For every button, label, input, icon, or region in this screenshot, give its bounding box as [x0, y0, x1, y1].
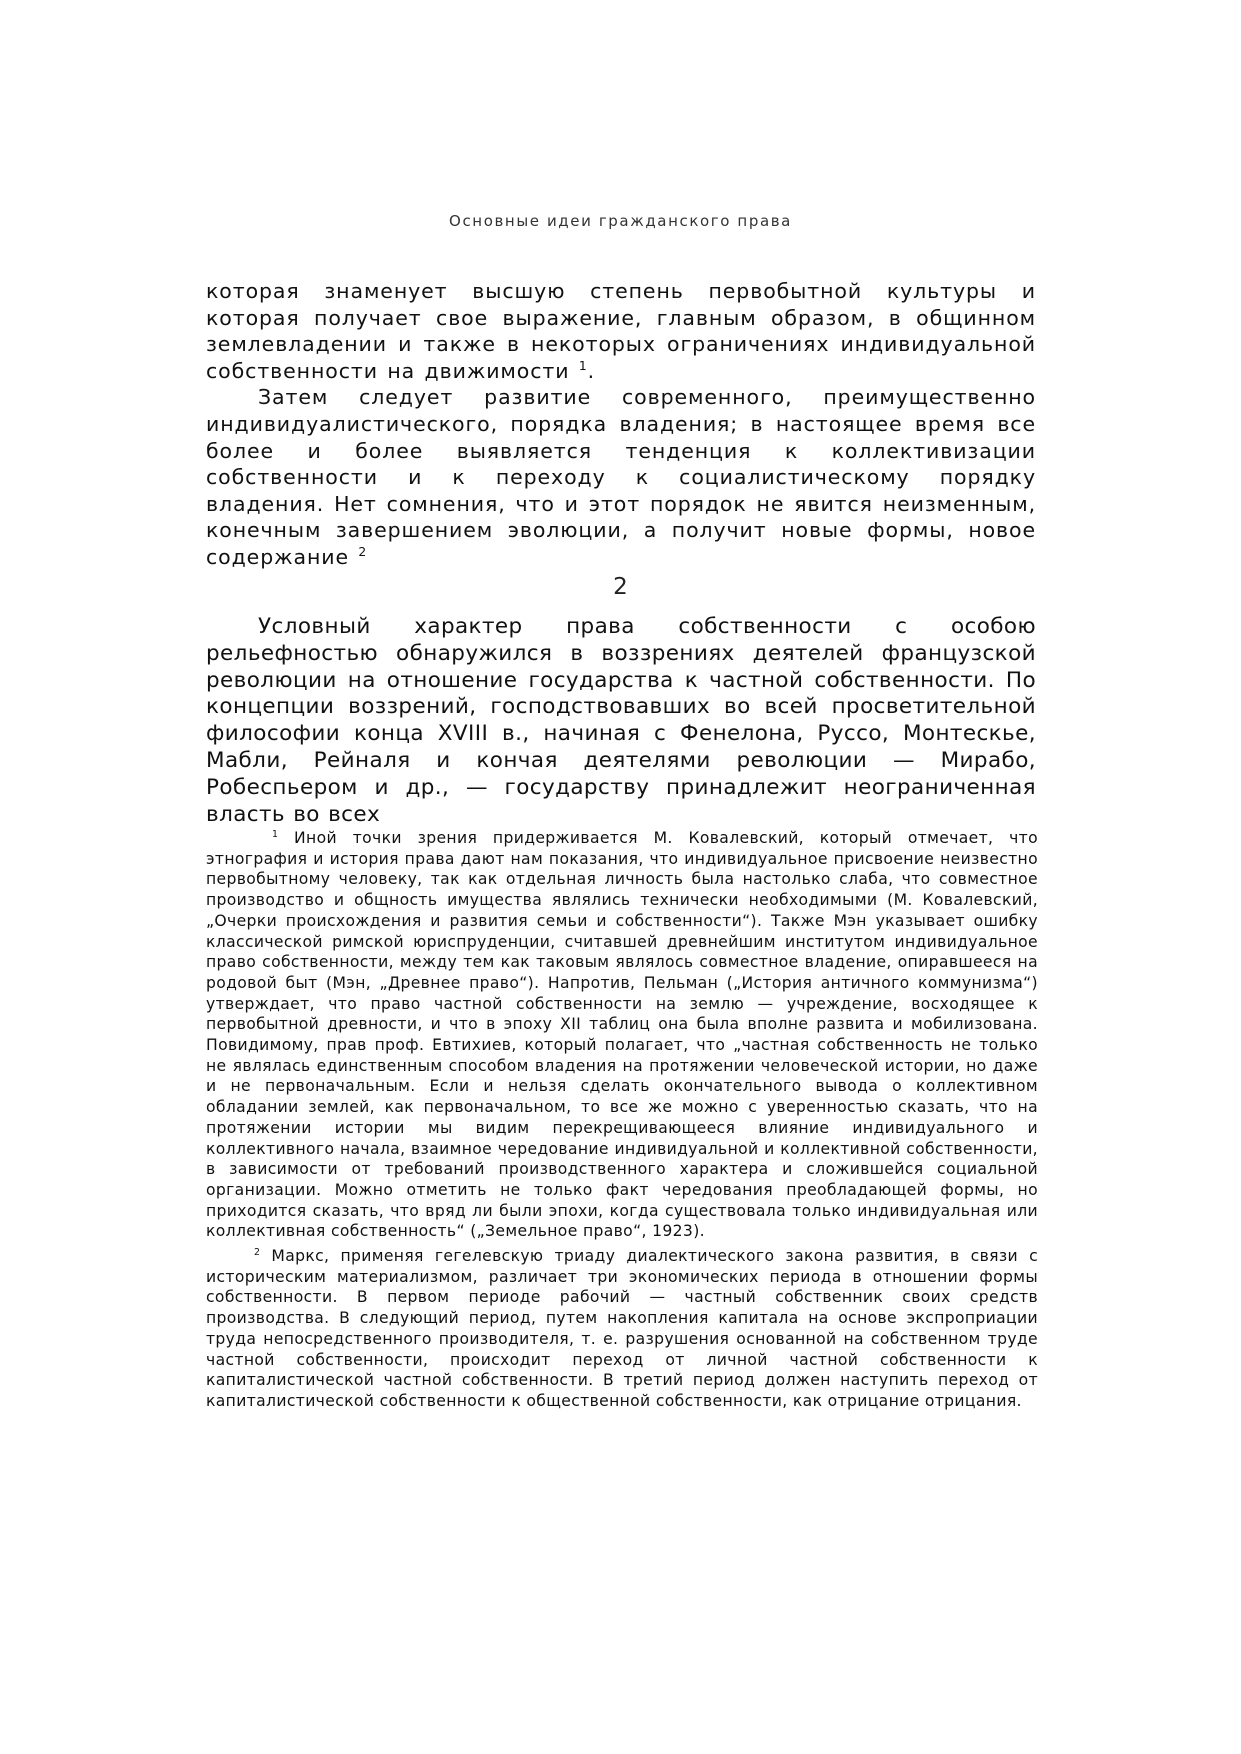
body-paragraph-3: Условный характер права собственности с особою рельефностью обнаружился в воззрениях деятелей французской революции на отношение государства к частной собственности. По концепции воззрений, господствовавших во всей просветительной философии конца XVIII в., начиная с Фенелона, Руссо, Монтескье, Мабли, Рейналя и кончая деятелями революции — Мирабо, Робеспьером и др., — государству принадлежит неограниченная власть во всех — [206, 614, 1036, 827]
footnote-1 — [206, 828, 1038, 1242]
footnote-2-text: Маркс, применяя гегелевскую триаду диалектического закона развития, в связи с историческим материализмом, различает три экономических периода в отношении формы собственности. В первом периоде рабочий — частный собственник своих средств производства. В следующий период, путем накопления капитала на основе экспроприации труда непосредственного производителя, т. е. разрушения основанной на собственном труде частной собственности, происходит переход от личной частной собственности к капиталистической частной собственности. В третий период должен наступить переход от капиталистической собственности к общественной собственности, как отрицание отрицания. — [206, 1247, 1038, 1410]
body-text-block-1 — [206, 278, 1036, 571]
body-paragraph-1-text: которая знаменует высшую степень первобытной культуры и которая получает свое выражение, главным образом, в общинном землевладении и также в некоторых ограничениях индивидуальной собственности на движимости — [206, 279, 1036, 383]
footnotes — [206, 828, 1038, 1416]
body-paragraph-1: которая знаменует высшую степень первобытной культуры и которая получает свое выражение, главным образом, в общинном землевладении и также в некоторых ограничениях индивидуальной собственности на движимости $^1$. — [206, 279, 1036, 383]
section-number: 2 — [613, 574, 628, 600]
body-paragraph-2 — [206, 384, 1036, 570]
footnote-ref-2: 2 — [358, 545, 368, 560]
footnote-ref-1: 1 — [578, 358, 588, 373]
footnote-2 — [206, 1246, 1038, 1412]
footnote-1-text: Иной точки зрения придерживается М. Ковалевский, который отмечает, что этнография и история права дают нам показания, что индивидуальное присвоение неизвестно первобытному человеку, так как отдельная личность была настолько слаба, что совместное производство и общность имущества являлись технически необходимыми (М. Ковалевский, „Очерки происхождения и развития семьи и собственности“). Также Мэн указывает ошибку классической римской юриспруденции, считавшей древнейшим институтом индивидуальное право собственности, между тем как таковым являлось совместное владение, опиравшееся на родовой быт (Мэн, „Древнее право“). Напротив, Пельман („История античного коммунизма“) утверждает, что право частной собственности на землю — учреждение, восходящее к первобытной древности, и что в эпоху XII таблиц она была вполне развита и мобилизована. Повидимому, прав проф. Евтихиев, который полагает, что „частная собственность не только не являлась единственным способом владения на протяжении человеческой истории, но даже и не первоначальным. Если и нельзя сделать окончательного вывода о коллективном обладании землей, как первоначальном, то все же можно с уверенностью сказать, что на протяжении истории мы видим перекрещивающееся влияние индивидуального и коллективного начала, взаимное чередование индивидуальной и коллективной собственности, в зависимости от требований производственного характера и сложившейся социальной организации. Можно отметить не только факт чередования преобладающей формы, но приходится сказать, что вряд ли были эпохи, когда существовала только индивидуальная или коллективная собственность“ („Земельное право“, 1923). — [206, 829, 1038, 1241]
footnote-2-marker: 2 — [254, 1246, 261, 1258]
body-text-block-2 — [206, 614, 1036, 828]
running-header: Основные идеи гражданского права — [449, 212, 792, 230]
footnote-1-marker: 1 — [272, 828, 279, 840]
body-paragraph-2-text: Затем следует развитие современного, преимущественно индивидуалистического, порядка владения; в настоящее время все более и более выявляется тенденция к коллективизации собственности и к переходу к социалистическому порядку владения. Нет сомнения, что и этот порядок не явится неизменным, конечным завершением эволюции, а получит новые формы, новое содержание — [206, 385, 1036, 569]
